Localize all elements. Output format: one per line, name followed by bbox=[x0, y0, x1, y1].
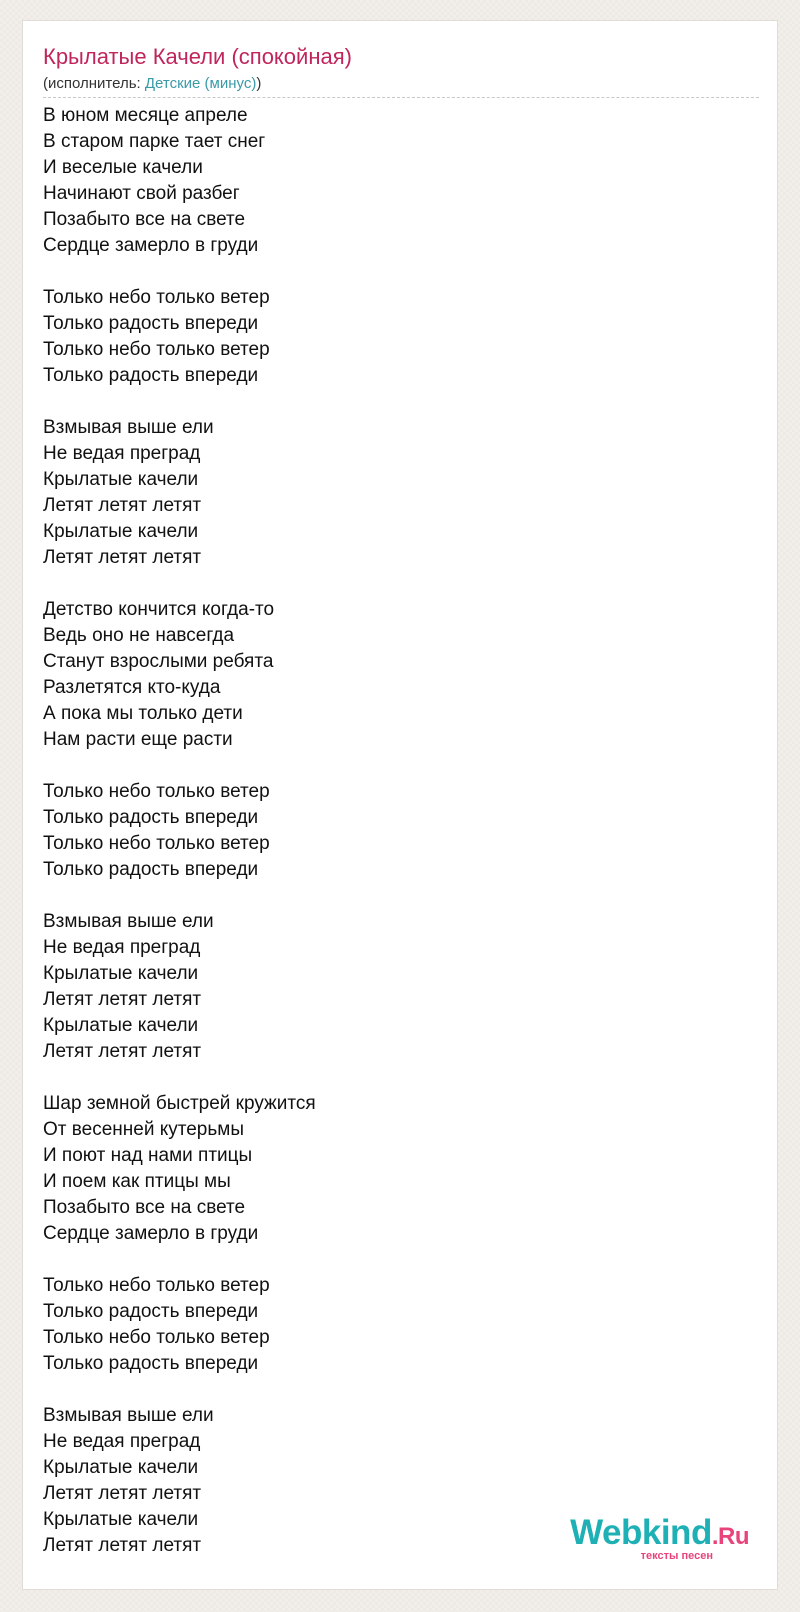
lyrics-line: А пока мы только дети bbox=[43, 703, 243, 724]
artist-link[interactable]: Детские (минус) bbox=[144, 75, 257, 92]
lyrics-line: И веселые качели bbox=[43, 157, 203, 178]
lyrics-stanza bbox=[43, 779, 759, 883]
lyrics-line: Только небо только ветер bbox=[43, 833, 270, 854]
lyrics-stanza bbox=[43, 285, 759, 389]
lyrics-card bbox=[22, 20, 778, 1590]
lyrics-stanza bbox=[43, 415, 759, 571]
lyrics-line: Только небо только ветер bbox=[43, 287, 270, 308]
lyrics-line: Не ведая преград bbox=[43, 1431, 201, 1452]
lyrics-line: Взмывая выше ели bbox=[43, 417, 214, 438]
lyrics-line: Позабыто все на свете bbox=[43, 209, 246, 230]
lyrics-stanza bbox=[43, 909, 759, 1065]
lyrics-line: Разлетятся кто-куда bbox=[43, 677, 221, 698]
lyrics-line: Только небо только ветер bbox=[43, 1327, 270, 1348]
lyrics-line: Не ведая преград bbox=[43, 443, 201, 464]
lyrics-stanza bbox=[43, 1091, 759, 1247]
lyrics-line: Не ведая преград bbox=[43, 937, 201, 958]
lyrics-line: Только радость впереди bbox=[43, 1353, 259, 1374]
artist-prefix: (исполнитель: bbox=[43, 75, 145, 92]
lyrics-stanza bbox=[43, 103, 759, 259]
song-header bbox=[43, 43, 759, 98]
lyrics-line: Позабыто все на свете bbox=[43, 1197, 246, 1218]
lyrics-line: Летят летят летят bbox=[43, 547, 202, 568]
song-title: Крылатые Качели (спокойная) bbox=[43, 44, 352, 69]
lyrics-line: Детство кончится когда-то bbox=[43, 599, 275, 620]
lyrics-line: Крылатые качели bbox=[43, 469, 199, 490]
lyrics-line: Станут взрослыми ребята bbox=[43, 651, 274, 672]
lyrics-line: Крылатые качели bbox=[43, 963, 199, 984]
lyrics-line: Только радость впереди bbox=[43, 859, 259, 880]
lyrics-line: Крылатые качели bbox=[43, 521, 199, 542]
lyrics-line: Летят летят летят bbox=[43, 1483, 202, 1504]
lyrics-line: Только радость впереди bbox=[43, 1301, 259, 1322]
lyrics-line: Сердце замерло в груди bbox=[43, 1223, 259, 1244]
lyrics-line: Нам расти еще расти bbox=[43, 729, 233, 750]
lyrics-line: От весенней кутерьмы bbox=[43, 1119, 244, 1140]
logo-tagline: тексты песен bbox=[640, 1550, 713, 1562]
lyrics-line: Взмывая выше ели bbox=[43, 1405, 214, 1426]
lyrics-line: Сердце замерло в груди bbox=[43, 235, 259, 256]
lyrics-line: Только небо только ветер bbox=[43, 339, 270, 360]
lyrics-line: И поют над нами птицы bbox=[43, 1145, 253, 1166]
lyrics-line: Крылатые качели bbox=[43, 1015, 199, 1036]
lyrics-line: И поем как птицы мы bbox=[43, 1171, 231, 1192]
lyrics-line: Летят летят летят bbox=[43, 1535, 202, 1556]
logo-tld: .Ru bbox=[711, 1523, 749, 1550]
lyrics-line: Только небо только ветер bbox=[43, 781, 270, 802]
lyrics-line: Взмывая выше ели bbox=[43, 911, 214, 932]
lyrics-line: В юном месяце апреле bbox=[43, 105, 248, 126]
lyrics-line: Только радость впереди bbox=[43, 313, 259, 334]
lyrics-line: Начинают свой разбег bbox=[43, 183, 240, 204]
artist-suffix: ) bbox=[256, 75, 262, 92]
lyrics-line: Крылатые качели bbox=[43, 1457, 199, 1478]
lyrics-line: Шар земной быстрей кружится bbox=[43, 1093, 316, 1114]
lyrics-line: Только небо только ветер bbox=[43, 1275, 270, 1296]
lyrics-line: Только радость впереди bbox=[43, 365, 259, 386]
lyrics-stanza bbox=[43, 1273, 759, 1377]
lyrics-text bbox=[43, 103, 759, 1585]
lyrics-line: В старом парке тает снег bbox=[43, 131, 266, 152]
lyrics-line: Летят летят летят bbox=[43, 989, 202, 1010]
lyrics-line: Крылатые качели bbox=[43, 1509, 199, 1530]
artist-line bbox=[43, 75, 759, 98]
lyrics-stanza bbox=[43, 597, 759, 753]
lyrics-line: Летят летят летят bbox=[43, 1041, 202, 1062]
lyrics-line: Летят летят летят bbox=[43, 495, 202, 516]
site-logo[interactable] bbox=[559, 1513, 749, 1569]
lyrics-line: Ведь оно не навсегда bbox=[43, 625, 235, 646]
logo-word: Webkind bbox=[570, 1513, 712, 1552]
lyrics-line: Только радость впереди bbox=[43, 807, 259, 828]
